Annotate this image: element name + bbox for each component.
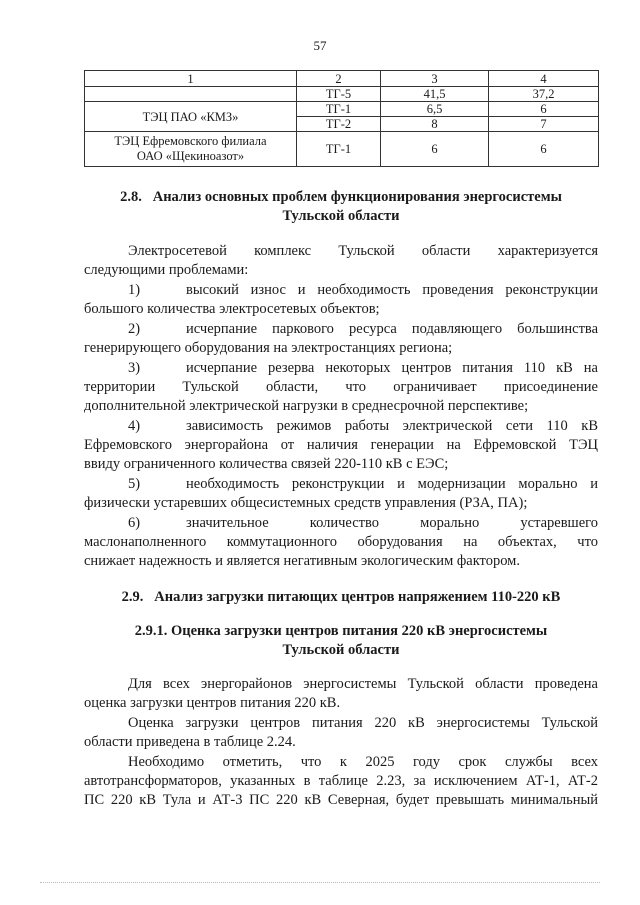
heading-line: Тульской области (282, 208, 400, 224)
intro-paragraph (84, 242, 598, 261)
paragraph-line: ПС 220 кВ Тула и АТ-3 ПС 220 кВ Северная, будет превышать минимальный (84, 792, 598, 808)
table-cell-station (85, 132, 297, 167)
section-title: Оценка загрузки центров питания 220 кВ энергосистемы (170, 623, 548, 639)
table-header-row (85, 71, 599, 87)
paragraph-line: области приведена в таблице 2.24. (84, 734, 296, 750)
list-item-continuation: маслонаполненного коммутационного оборудования на объектах, что (84, 534, 598, 550)
heading-line (84, 188, 598, 207)
section-heading-2-9-1 (84, 622, 598, 660)
list-number: 5) (128, 476, 141, 492)
table-cell: 6 (489, 102, 599, 117)
page-number: 57 (313, 38, 327, 53)
list-text: исчерпание паркового ресурса подавляющего большинства (186, 321, 598, 337)
section-heading-2-8 (84, 188, 598, 226)
section-number: 2.9.1. (134, 623, 168, 639)
list-item-continuation: дополнительной электрической нагрузки в среднесрочной перспективе; (84, 398, 529, 414)
list-text: высокий износ и необходимость проведения реконструкции (186, 282, 598, 298)
intro-paragraph-line2 (84, 261, 598, 280)
list-text: зависимость режимов работы электрической сети 110 кВ (186, 418, 598, 434)
list-item (84, 417, 598, 436)
table-header-cell: 2 (297, 71, 381, 87)
station-name-line: ТЭЦ Ефремовского филиала (114, 134, 267, 148)
paragraph-line: автотрансформаторов, указанных в таблице 2.23, за исключением АТ-1, АТ-2 (84, 773, 598, 789)
table-header-cell: 4 (489, 71, 599, 87)
list-item-continuation: физически устаревших общесистемных средств управления (РЗА, ПА); (84, 495, 528, 511)
table-header-cell: 3 (381, 71, 489, 87)
paragraph-line: Оценка загрузки центров питания 220 кВ энергосистемы Тульской (128, 715, 598, 731)
list-item-continuation: Ефремовского энергорайона от наличия генерации на Ефремовской ТЭЦ (84, 437, 598, 453)
list-item (84, 514, 598, 533)
table-cell: 7 (489, 117, 599, 132)
paragraph-line: оценка загрузки центров питания 220 кВ. (84, 695, 341, 711)
list-text: значительное количество морально устаревшего (186, 515, 598, 531)
list-number: 6) (128, 515, 141, 531)
table-row (85, 87, 599, 102)
section-number: 2.9. (121, 589, 144, 605)
table-cell: 41,5 (381, 87, 489, 102)
table-cell: 6,5 (381, 102, 489, 117)
list-item (84, 359, 598, 378)
paragraph-line: Необходимо отметить, что к 2025 году срок службы всех (128, 754, 598, 770)
section-title: Анализ основных проблем функционирования энергосистемы (152, 189, 562, 205)
section-heading-2-9 (84, 588, 598, 607)
paragraph-line: Для всех энергорайонов энергосистемы Тульской области проведена (128, 676, 598, 692)
text-line: следующими проблемами: (84, 262, 249, 278)
section-title: Анализ загрузки питающих центров напряжением 110-220 кВ (154, 589, 561, 605)
section-number: 2.8. (120, 189, 142, 205)
list-item (84, 475, 598, 494)
heading-line: Тульской области (282, 642, 400, 658)
station-name-line: ОАО «Щекиноазот» (136, 149, 245, 163)
list-item-continuation: генерирующего оборудования на электростанциях региона; (84, 340, 453, 356)
list-number: 4) (128, 418, 141, 434)
list-number: 3) (128, 360, 141, 376)
table-cell: 8 (381, 117, 489, 132)
generation-table (84, 70, 599, 167)
heading-line (84, 622, 598, 641)
table-cell-station (85, 87, 297, 102)
table-cell-unit: ТГ-1 (297, 132, 381, 167)
table-cell: 6 (489, 132, 599, 167)
list-item (84, 320, 598, 339)
list-item-continuation: территории Тульской области, что ограничивает присоединение (84, 379, 598, 395)
list-text: исчерпание резерва некоторых центров питания 110 кВ на (186, 360, 598, 376)
scan-artifact-line (40, 882, 600, 885)
table-cell-unit: ТГ-2 (297, 117, 381, 132)
list-number: 2) (128, 321, 141, 337)
table-cell: 6 (381, 132, 489, 167)
table-cell-unit: ТГ-1 (297, 102, 381, 117)
table-cell-unit: ТГ-5 (297, 87, 381, 102)
list-item (84, 281, 598, 300)
table-row (85, 102, 599, 117)
table-cell: 37,2 (489, 87, 599, 102)
table-cell-station: ТЭЦ ПАО «КМЗ» (85, 102, 297, 132)
list-item-continuation: снижает надежность и является негативным экологическим фактором. (84, 553, 520, 569)
list-number: 1) (128, 282, 141, 298)
table-row (85, 132, 599, 167)
list-item-continuation: большого количества электросетевых объектов; (84, 301, 380, 317)
text-line: Электросетевой комплекс Тульской области характеризуется (128, 243, 598, 259)
table-header-cell: 1 (85, 71, 297, 87)
list-item-continuation: ввиду ограниченного количества связей 220-110 кВ с ЕЭС; (84, 456, 449, 472)
list-text: необходимость реконструкции и модернизации морально и (186, 476, 598, 492)
